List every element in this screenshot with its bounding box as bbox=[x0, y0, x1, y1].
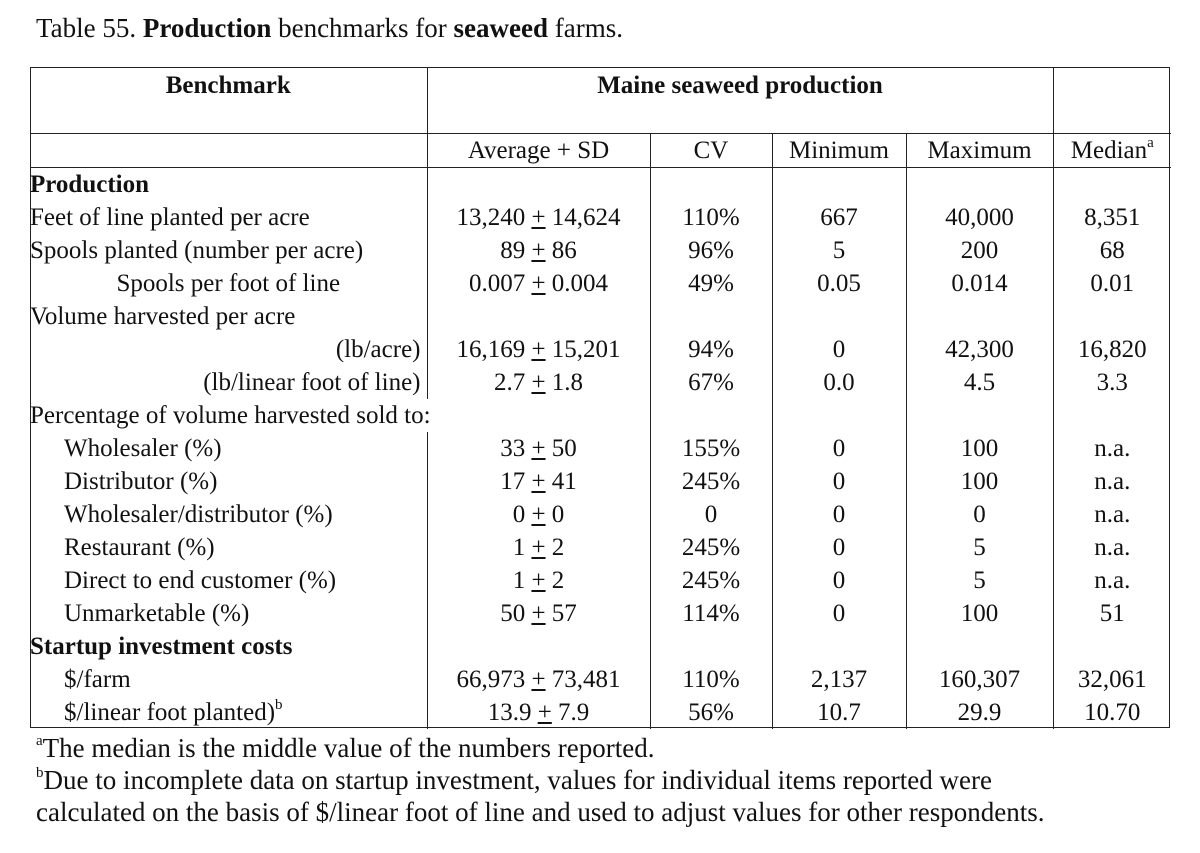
row-label bbox=[30, 366, 427, 399]
row-label-text: Percentage of volume harvested sold to: bbox=[30, 402, 431, 429]
cell-minimum: 0.05 bbox=[772, 267, 906, 300]
table-row bbox=[30, 366, 1171, 399]
cell-minimum: 0 bbox=[772, 498, 906, 531]
cell-maximum: 4.5 bbox=[906, 366, 1053, 399]
cell-median: 32,061 bbox=[1053, 663, 1171, 696]
table-row bbox=[30, 531, 1171, 564]
cell-cv: 49% bbox=[650, 267, 772, 300]
cell-cv: 155% bbox=[650, 432, 772, 465]
caption-suffix: farms. bbox=[548, 13, 623, 43]
cell-average-sd bbox=[427, 168, 650, 202]
header-empty-cell bbox=[1053, 67, 1171, 134]
table-row bbox=[30, 597, 1171, 630]
row-label-text: Startup investment costs bbox=[30, 633, 293, 660]
cell-minimum: 0 bbox=[772, 432, 906, 465]
cell-median bbox=[1053, 300, 1171, 333]
header-median bbox=[1053, 134, 1171, 168]
row-label bbox=[30, 333, 427, 366]
cell-cv bbox=[650, 168, 772, 202]
cell-average-sd: 89 + 86 bbox=[427, 234, 650, 267]
table-row bbox=[30, 267, 1171, 300]
table-row bbox=[30, 696, 1171, 729]
table-row bbox=[30, 168, 1171, 202]
row-label-text: $/linear foot planted) bbox=[64, 699, 276, 726]
row-label bbox=[30, 630, 427, 663]
cell-minimum bbox=[772, 300, 906, 333]
cell-maximum: 160,307 bbox=[906, 663, 1053, 696]
row-label-text: Volume harvested per acre bbox=[30, 303, 296, 330]
table-row bbox=[30, 465, 1171, 498]
cell-minimum: 0 bbox=[772, 564, 906, 597]
cell-average-sd bbox=[427, 630, 650, 663]
cell-minimum: 0 bbox=[772, 531, 906, 564]
cell-average-sd: 2.7 + 1.8 bbox=[427, 366, 650, 399]
row-label bbox=[30, 663, 427, 696]
cell-median: 68 bbox=[1053, 234, 1171, 267]
cell-minimum: 0 bbox=[772, 465, 906, 498]
cell-average-sd: 1 + 2 bbox=[427, 564, 650, 597]
caption-bold-seaweed: seaweed bbox=[453, 13, 549, 43]
header-row-columns bbox=[30, 134, 1171, 168]
cell-maximum: 42,300 bbox=[906, 333, 1053, 366]
table-row bbox=[30, 564, 1171, 597]
footnote-text: calculated on the basis of $/linear foot of line and used to adjust values for other respondents. bbox=[36, 797, 1045, 827]
row-label-text: Unmarketable (%) bbox=[64, 600, 250, 627]
cell-minimum: 10.7 bbox=[772, 696, 906, 729]
cell-maximum bbox=[906, 300, 1053, 333]
cell-average-sd: 13,240 + 14,624 bbox=[427, 201, 650, 234]
cell-median: 0.01 bbox=[1053, 267, 1171, 300]
cell-median: n.a. bbox=[1053, 465, 1171, 498]
cell-minimum: 0 bbox=[772, 597, 906, 630]
cell-median: n.a. bbox=[1053, 432, 1171, 465]
table-row bbox=[30, 663, 1171, 696]
cell-cv bbox=[650, 630, 772, 663]
row-label bbox=[30, 300, 427, 333]
row-label-text: Direct to end customer (%) bbox=[64, 567, 337, 594]
header-median-sup: a bbox=[1147, 134, 1154, 151]
cell-average-sd: 0 + 0 bbox=[427, 498, 650, 531]
row-label-text: Wholesaler (%) bbox=[64, 435, 222, 462]
row-label-text: Spools planted (number per acre) bbox=[30, 237, 364, 264]
cell-minimum bbox=[772, 630, 906, 663]
cell-median: 8,351 bbox=[1053, 201, 1171, 234]
row-label bbox=[30, 564, 427, 597]
cell-average-sd: 13.9 + 7.9 bbox=[427, 696, 650, 729]
row-label bbox=[30, 267, 427, 300]
row-label bbox=[30, 531, 427, 564]
cell-median bbox=[1053, 399, 1171, 432]
row-label bbox=[30, 234, 427, 267]
table-row bbox=[30, 201, 1171, 234]
header-blank bbox=[30, 134, 427, 168]
caption-bold-production: Production bbox=[142, 13, 272, 43]
cell-median: 51 bbox=[1053, 597, 1171, 630]
table-row bbox=[30, 234, 1171, 267]
row-label-text: Feet of line planted per acre bbox=[30, 204, 310, 231]
cell-maximum: 5 bbox=[906, 531, 1053, 564]
cell-maximum: 40,000 bbox=[906, 201, 1053, 234]
table-row bbox=[30, 333, 1171, 366]
cell-maximum: 100 bbox=[906, 597, 1053, 630]
row-label bbox=[30, 168, 427, 202]
header-row-groups bbox=[30, 67, 1171, 134]
cell-maximum: 29.9 bbox=[906, 696, 1053, 729]
cell-cv: 56% bbox=[650, 696, 772, 729]
cell-maximum bbox=[906, 399, 1053, 432]
caption-middle: benchmarks for bbox=[271, 13, 454, 43]
cell-cv: 94% bbox=[650, 333, 772, 366]
row-label bbox=[30, 597, 427, 630]
header-group-maine: Maine seaweed production bbox=[427, 67, 1053, 134]
cell-maximum: 100 bbox=[906, 432, 1053, 465]
cell-median: 16,820 bbox=[1053, 333, 1171, 366]
row-label-text: Wholesaler/distributor (%) bbox=[64, 501, 333, 528]
footnote-text: The median is the middle value of the numbers reported. bbox=[42, 733, 655, 763]
cell-maximum: 0 bbox=[906, 498, 1053, 531]
footnote-line bbox=[36, 796, 1044, 828]
cell-cv: 0 bbox=[650, 498, 772, 531]
row-label-text: (lb/linear foot of line) bbox=[203, 369, 421, 396]
cell-maximum: 200 bbox=[906, 234, 1053, 267]
cell-maximum: 0.014 bbox=[906, 267, 1053, 300]
row-label bbox=[30, 432, 427, 465]
cell-minimum: 5 bbox=[772, 234, 906, 267]
cell-cv: 110% bbox=[650, 663, 772, 696]
row-label-text: (lb/acre) bbox=[335, 336, 421, 363]
cell-cv: 245% bbox=[650, 531, 772, 564]
header-maximum: Maximum bbox=[906, 134, 1053, 168]
cell-median: 3.3 bbox=[1053, 366, 1171, 399]
table-row bbox=[30, 630, 1171, 663]
footnote-mark: a bbox=[36, 733, 43, 749]
row-label bbox=[30, 465, 427, 498]
cell-cv bbox=[650, 399, 772, 432]
cell-average-sd: 1 + 2 bbox=[427, 531, 650, 564]
cell-cv: 96% bbox=[650, 234, 772, 267]
row-label-sup: b bbox=[275, 696, 283, 713]
cell-minimum: 0 bbox=[772, 333, 906, 366]
cell-maximum bbox=[906, 630, 1053, 663]
row-label bbox=[30, 201, 427, 234]
row-label bbox=[30, 399, 650, 432]
cell-maximum bbox=[906, 168, 1053, 202]
cell-cv bbox=[650, 300, 772, 333]
cell-median: n.a. bbox=[1053, 564, 1171, 597]
cell-median: n.a. bbox=[1053, 498, 1171, 531]
table-row bbox=[30, 399, 1171, 432]
table-caption bbox=[36, 12, 623, 44]
cell-average-sd: 17 + 41 bbox=[427, 465, 650, 498]
row-label-text: Production bbox=[30, 171, 149, 198]
cell-median bbox=[1053, 168, 1171, 202]
cell-cv: 110% bbox=[650, 201, 772, 234]
cell-cv: 245% bbox=[650, 564, 772, 597]
row-label-text: Spools per foot of line bbox=[116, 270, 341, 297]
cell-median bbox=[1053, 630, 1171, 663]
cell-minimum bbox=[772, 168, 906, 202]
cell-average-sd: 50 + 57 bbox=[427, 597, 650, 630]
cell-median: 10.70 bbox=[1053, 696, 1171, 729]
cell-minimum: 0.0 bbox=[772, 366, 906, 399]
cell-minimum: 667 bbox=[772, 201, 906, 234]
row-label bbox=[30, 696, 427, 729]
table-row bbox=[30, 300, 1171, 333]
header-median-label: Median bbox=[1070, 137, 1148, 164]
row-label-text: $/farm bbox=[64, 666, 131, 693]
header-average-sd: Average + SD bbox=[427, 134, 650, 168]
cell-maximum: 5 bbox=[906, 564, 1053, 597]
cell-cv: 67% bbox=[650, 366, 772, 399]
cell-median: n.a. bbox=[1053, 531, 1171, 564]
footnote-text: Due to incomplete data on startup investment, values for individual items reported were bbox=[43, 765, 992, 795]
row-label-text: Restaurant (%) bbox=[64, 534, 215, 561]
benchmark-table bbox=[30, 67, 1171, 729]
cell-minimum bbox=[772, 399, 906, 432]
header-benchmark: Benchmark bbox=[30, 67, 427, 134]
table-row bbox=[30, 498, 1171, 531]
cell-cv: 114% bbox=[650, 597, 772, 630]
footnote-line bbox=[36, 764, 992, 796]
cell-average-sd: 66,973 + 73,481 bbox=[427, 663, 650, 696]
row-label-text: Distributor (%) bbox=[64, 468, 218, 495]
cell-minimum: 2,137 bbox=[772, 663, 906, 696]
header-cv: CV bbox=[650, 134, 772, 168]
row-label bbox=[30, 498, 427, 531]
caption-prefix: Table 55. bbox=[36, 13, 143, 43]
cell-maximum: 100 bbox=[906, 465, 1053, 498]
footnote-mark: b bbox=[36, 765, 44, 781]
header-minimum: Minimum bbox=[772, 134, 906, 168]
cell-average-sd: 16,169 + 15,201 bbox=[427, 333, 650, 366]
cell-average-sd bbox=[427, 300, 650, 333]
cell-average-sd: 33 + 50 bbox=[427, 432, 650, 465]
table-row bbox=[30, 432, 1171, 465]
cell-average-sd: 0.007 + 0.004 bbox=[427, 267, 650, 300]
footnote-line bbox=[36, 732, 654, 764]
cell-cv: 245% bbox=[650, 465, 772, 498]
